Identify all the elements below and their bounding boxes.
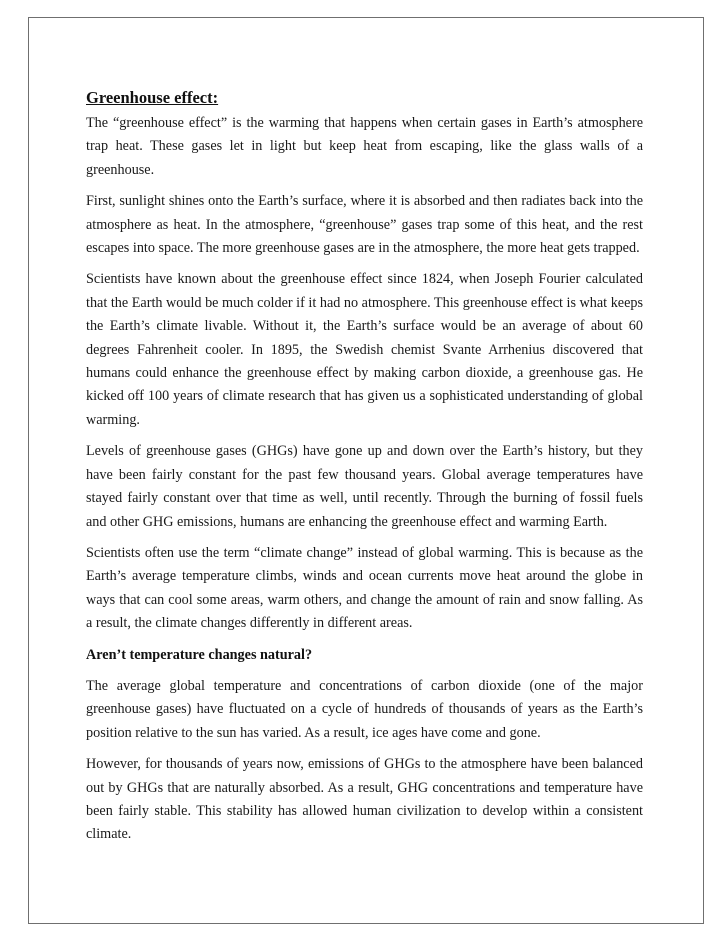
document-body (86, 86, 643, 855)
document-title: Greenhouse effect: (86, 88, 219, 107)
paragraph-natural-fluctuation: The average global temperature and concentrations of carbon dioxide (one of the major greenhouse gases) have fluctuated on a cycle of hundreds of thousands of years as the Earth’s position relative to the sun has varied. As a result, ice ages have come and gone. (86, 677, 643, 741)
paragraph-history: Scientists have known about the greenhouse effect since 1824, when Joseph Fourier calculated that the Earth would be much colder if it had no atmosphere. This greenhouse effect is what keeps the Earth’s climate livable. Without it, the Earth’s surface would be an average of about 60 degrees Fahrenheit cooler. In 1895, the Swedish chemist Svante Arrhenius discovered that humans could enhance the greenhouse effect by making carbon dioxide, a greenhouse gas. He kicked off 100 years of climate research that has given us a sophisticated understanding of global warming. (86, 271, 643, 428)
paragraph-climate-change-term: Scientists often use the term “climate change” instead of global warming. This is because as the Earth’s average temperature climbs, winds and ocean currents move heat around the globe in ways that can cool some areas, warm others, and change the amount of rain and snow falling. As a result, the climate changes differently in different areas. (86, 544, 643, 632)
paragraph-ghg-levels: Levels of greenhouse gases (GHGs) have gone up and down over the Earth’s history, but they have been fairly constant for the past few thousand years. Global average temperatures have stayed fairly constant over that time as well, until recently. Through the burning of fossil fuels and other GHG emissions, humans are enhancing the greenhouse effect and warming Earth. (86, 443, 643, 530)
paragraph-greenhouse-definition: The “greenhouse effect” is the warming that happens when certain gases in Earth’s atmosphere trap heat. These gases let in light but keep heat from escaping, like the glass walls of a greenhouse. (86, 115, 643, 178)
paragraph-stability: However, for thousands of years now, emissions of GHGs to the atmosphere have been balanced out by GHGs that are naturally absorbed. As a result, GHG concentrations and temperature have been fairly stable. This stability has allowed human civilization to develop within a consistent climate. (86, 756, 643, 843)
paragraph-sunlight-process: First, sunlight shines onto the Earth’s surface, where it is absorbed and then radiates back into the atmosphere as heat. In the atmosphere, “greenhouse” gases trap some of this heat, and the rest escapes into space. The more greenhouse gases are in the atmosphere, the more heat gets trapped. (86, 193, 643, 257)
section-subheading: Aren’t temperature changes natural? (86, 646, 313, 663)
